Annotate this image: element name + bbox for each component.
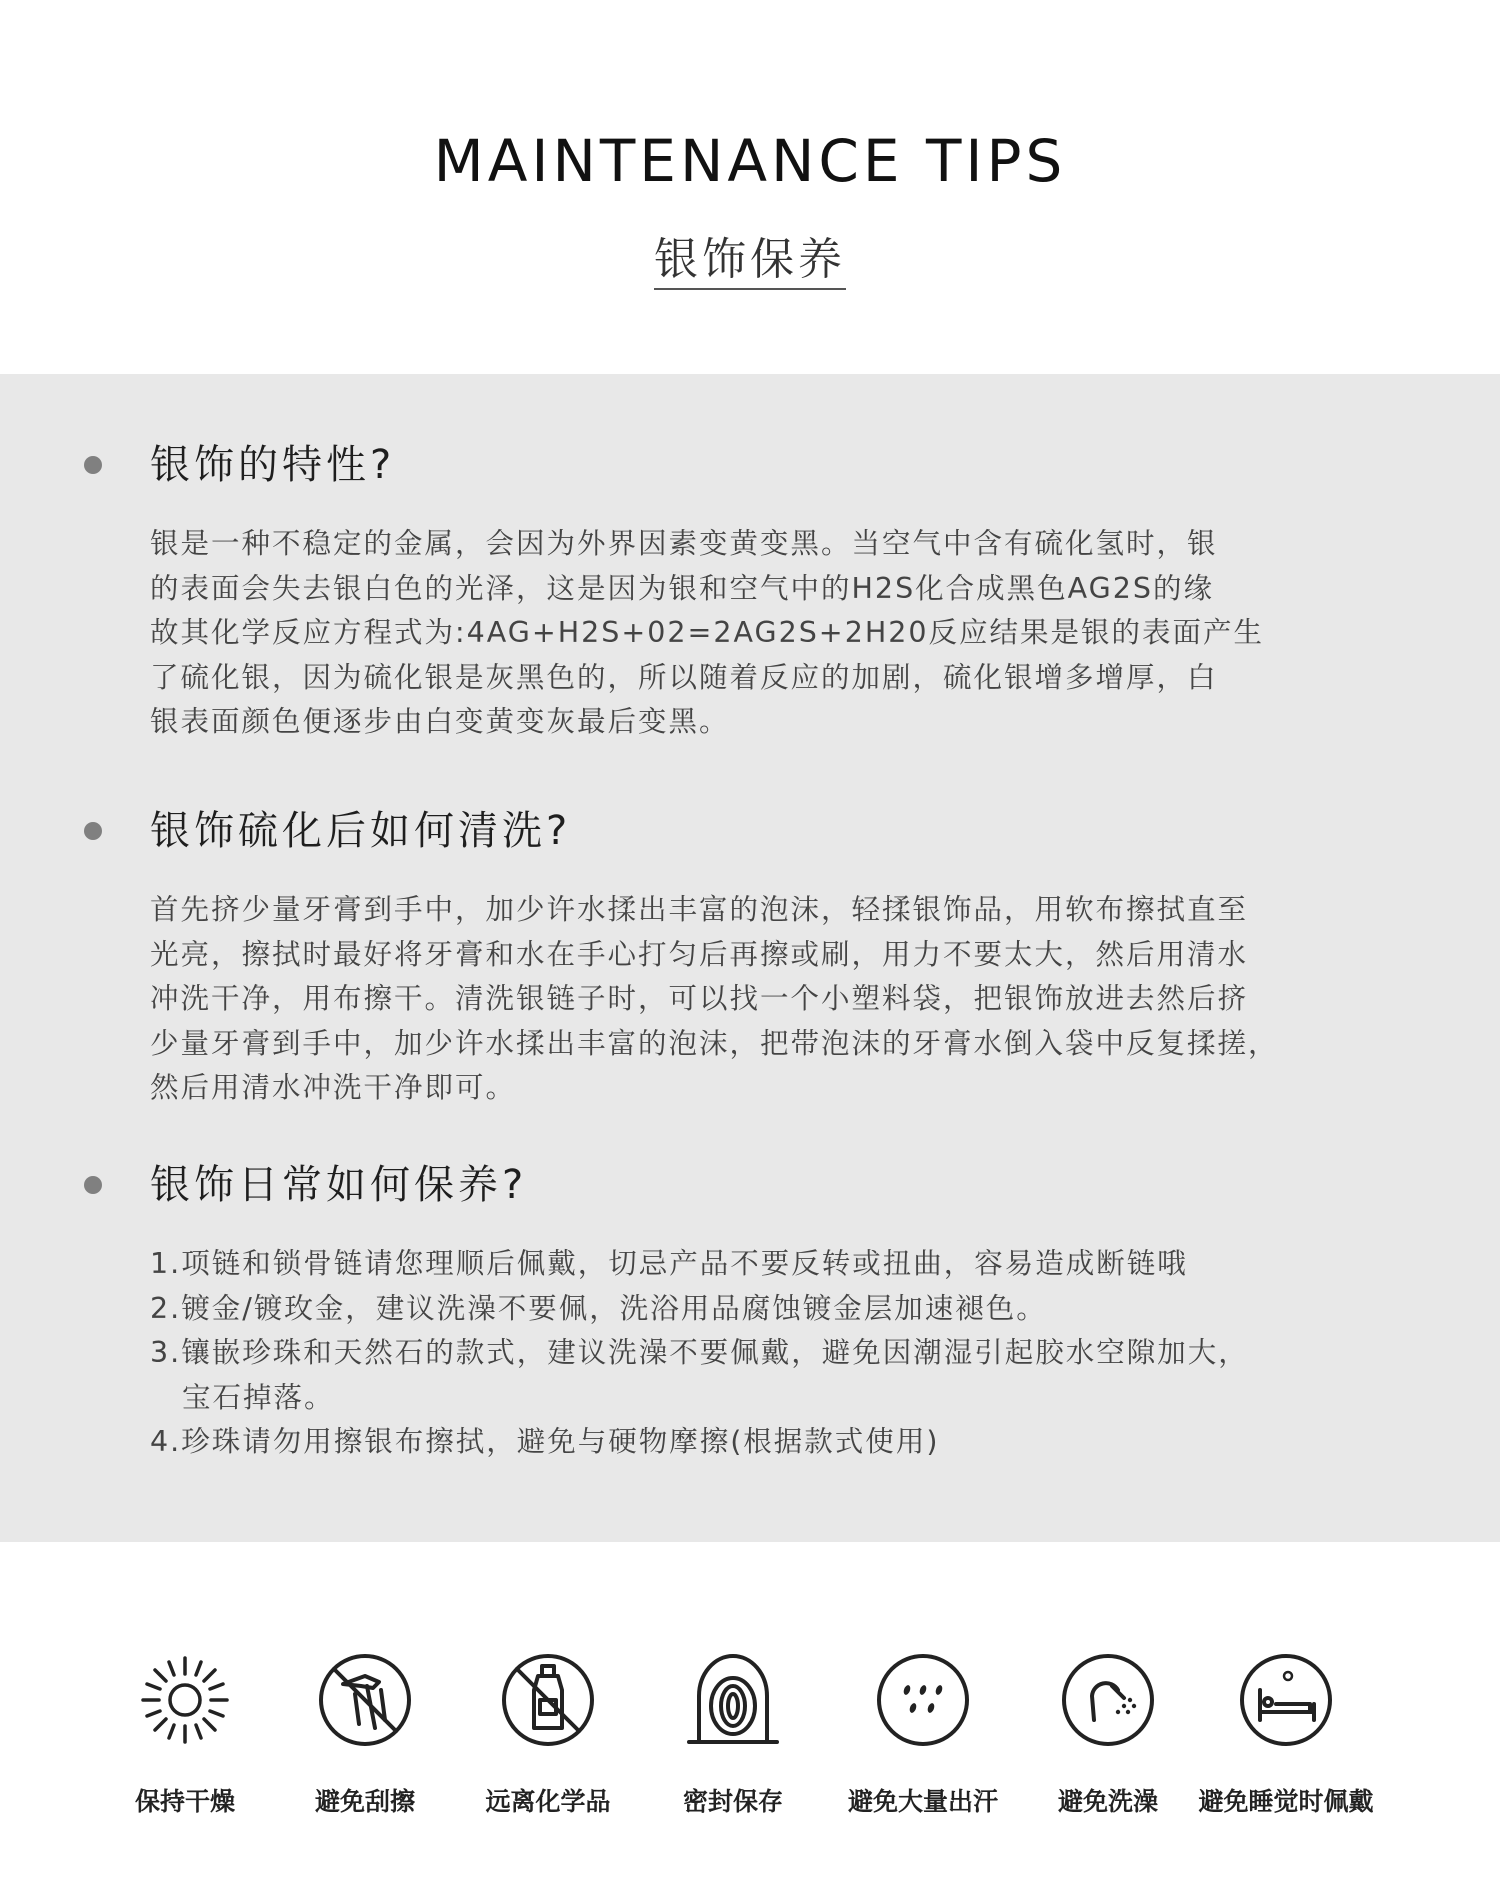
icon-label: 密封保存 [682, 1787, 783, 1816]
bullet-dot [84, 1176, 102, 1194]
body-line: 银表面颜色便逐步由白变黄变灰最后变黑。 [150, 705, 730, 738]
icon-label: 避免大量出汗 [847, 1787, 998, 1816]
care-item-avoid-sleeping [1196, 1620, 1376, 1840]
section-body [150, 522, 1440, 745]
page-title-english: MAINTENANCE TIPS [433, 127, 1067, 195]
care-item-avoid-sweat [833, 1620, 1013, 1840]
body-line: 首先挤少量牙膏到手中，加少许水揉出丰富的泡沫，轻揉银饰品，用软布擦拭直至 [150, 893, 1249, 926]
list-item: 4.珍珠请勿用擦银布擦拭，避免与硬物摩擦(根据款式使用) [150, 1425, 940, 1458]
no-chemicals-icon [498, 1650, 598, 1750]
bullet-dot [84, 456, 102, 474]
list-item-continuation: 宝石掉落。 [182, 1380, 335, 1414]
care-item-avoid-scratch [275, 1620, 455, 1840]
body-line: 冲洗干净，用布擦干。清洗银链子时，可以找一个小塑料袋，把银饰放进去然后挤 [150, 982, 1249, 1015]
list-item: 2.镀金/镀玫金，建议洗澡不要佩，洗浴用品腐蚀镀金层加速褪色。 [150, 1291, 1047, 1325]
section-body [150, 1242, 1440, 1465]
section-title: 银饰的特性? [150, 442, 396, 488]
section-body [150, 888, 1440, 1111]
body-line: 故其化学反应方程式为:4AG+H2S+02=2AG2S+2H20反应结果是银的表面产生 [150, 616, 1265, 649]
body-line: 少量牙膏到手中，加少许水揉出丰富的泡沫，把带泡沫的牙膏水倒入袋中反复揉搓， [150, 1026, 1279, 1060]
section-title: 银饰硫化后如何清洗? [150, 808, 572, 854]
body-line: 银是一种不稳定的金属，会因为外界因素变黄变黑。当空气中含有硫化氢时，银 [150, 527, 1218, 560]
care-item-avoid-chemicals [458, 1620, 638, 1840]
page-title-chinese-text: 银饰保养 [654, 232, 846, 290]
care-item-keep-dry [95, 1620, 275, 1840]
icon-label: 避免睡觉时佩戴 [1198, 1787, 1374, 1816]
body-line: 光亮，擦拭时最好将牙膏和水在手心打匀后再擦或刷，用力不要太大，然后用清水 [150, 937, 1249, 971]
no-scratch-icon [315, 1650, 415, 1750]
sweat-drops-icon [873, 1650, 973, 1750]
sun-icon [135, 1650, 235, 1750]
list-item: 1.项链和锁骨链请您理顺后佩戴，切忌产品不要反转或扭曲，容易造成断链哦 [150, 1247, 1188, 1280]
bullet-dot [84, 822, 102, 840]
care-item-sealed-storage [643, 1620, 823, 1840]
body-line: 的表面会失去银白色的光泽，这是因为银和空气中的H2S化合成黑色AG2S的缘 [150, 571, 1214, 605]
care-item-avoid-bathing [1018, 1620, 1198, 1840]
section-title: 银饰日常如何保养? [150, 1162, 528, 1208]
sleep-bed-icon [1236, 1650, 1336, 1750]
icon-label: 避免刮擦 [314, 1787, 415, 1816]
icon-label: 远离化学品 [485, 1787, 611, 1816]
body-line: 了硫化银，因为硫化银是灰黑色的，所以随着反应的加剧，硫化银增多增厚，白 [150, 660, 1218, 694]
tips-panel [0, 374, 1500, 1542]
body-line: 然后用清水冲洗干净即可。 [150, 1071, 517, 1104]
care-icons-row [0, 1620, 1500, 1840]
header [0, 0, 1500, 374]
list-item: 3.镶嵌珍珠和天然石的款式，建议洗澡不要佩戴，避免因潮湿引起胶水空隙加大， [150, 1336, 1249, 1369]
icon-label: 保持干燥 [134, 1787, 235, 1816]
icon-label: 避免洗澡 [1057, 1787, 1158, 1816]
shower-icon [1058, 1650, 1158, 1750]
page-title-chinese [0, 232, 1500, 290]
sealed-storage-icon [683, 1650, 783, 1750]
